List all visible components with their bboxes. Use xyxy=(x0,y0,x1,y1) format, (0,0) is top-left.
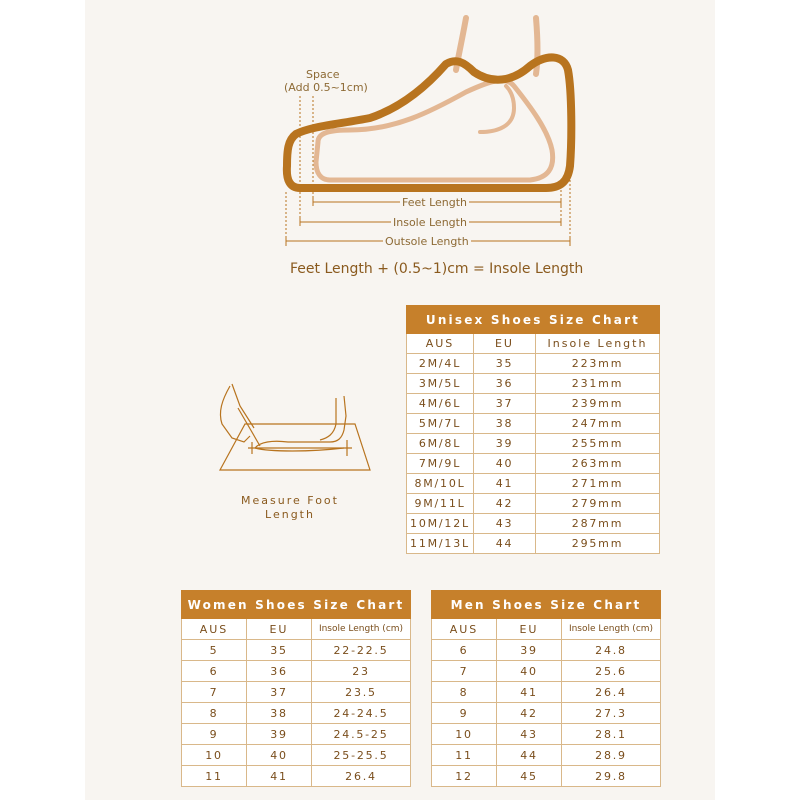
measure-caption-line1: Measure Foot xyxy=(241,494,339,507)
insole-cell: 25.6 xyxy=(562,661,661,682)
aus-cell: 9M/11L xyxy=(407,494,474,514)
insole-cell: 295mm xyxy=(536,534,660,554)
aus-cell: 7M/9L xyxy=(407,454,474,474)
insole-cell: 23 xyxy=(312,661,411,682)
aus-cell: 10 xyxy=(432,724,497,745)
aus-cell: 5M/7L xyxy=(407,414,474,434)
eu-cell: 37 xyxy=(247,682,312,703)
insole-cell: 231mm xyxy=(536,374,660,394)
insole-cell: 25-25.5 xyxy=(312,745,411,766)
aus-cell: 6M/8L xyxy=(407,434,474,454)
insole-cell: 26.4 xyxy=(312,766,411,787)
eu-cell: 36 xyxy=(247,661,312,682)
table-row xyxy=(182,745,411,766)
insole-cell: 22-22.5 xyxy=(312,640,411,661)
table-row xyxy=(182,682,411,703)
insole-cell: 23.5 xyxy=(312,682,411,703)
aus-cell: 3M/5L xyxy=(407,374,474,394)
table-row xyxy=(432,640,661,661)
eu-cell: 39 xyxy=(474,434,536,454)
aus-cell: 10M/12L xyxy=(407,514,474,534)
aus-cell: 8 xyxy=(182,703,247,724)
men-size-table xyxy=(431,590,661,787)
aus-cell: 2M/4L xyxy=(407,354,474,374)
shoe-measurement-diagram xyxy=(0,0,800,300)
eu-cell: 42 xyxy=(474,494,536,514)
table-row xyxy=(432,682,661,703)
table-row xyxy=(407,414,660,434)
measure-foot-caption xyxy=(225,494,355,522)
insole-cell: 28.1 xyxy=(562,724,661,745)
column-header: AUS xyxy=(432,619,497,640)
foot-sketch xyxy=(255,396,346,448)
table-row xyxy=(407,374,660,394)
aus-cell: 11M/13L xyxy=(407,534,474,554)
eu-cell: 44 xyxy=(474,534,536,554)
aus-cell: 11 xyxy=(182,766,247,787)
insole-formula: Feet Length + (0.5~1)cm = Insole Length xyxy=(290,261,584,277)
eu-cell: 39 xyxy=(497,640,562,661)
eu-cell: 38 xyxy=(247,703,312,724)
table-row xyxy=(407,354,660,374)
eu-cell: 39 xyxy=(247,724,312,745)
aus-cell: 10 xyxy=(182,745,247,766)
insole-cell: 24.8 xyxy=(562,640,661,661)
table-row xyxy=(182,766,411,787)
insole-cell: 263mm xyxy=(536,454,660,474)
aus-cell: 6 xyxy=(432,640,497,661)
aus-cell: 6 xyxy=(182,661,247,682)
insole-cell: 255mm xyxy=(536,434,660,454)
aus-cell: 7 xyxy=(432,661,497,682)
eu-cell: 38 xyxy=(474,414,536,434)
men-header-row xyxy=(432,619,661,640)
aus-cell: 8M/10L xyxy=(407,474,474,494)
insole-cell: 223mm xyxy=(536,354,660,374)
column-header: Insole Length (cm) xyxy=(312,619,411,640)
eu-cell: 41 xyxy=(497,682,562,703)
unisex-size-table xyxy=(406,305,660,554)
insole-cell: 239mm xyxy=(536,394,660,414)
women-size-table xyxy=(181,590,411,787)
table-row xyxy=(432,745,661,766)
aus-cell: 9 xyxy=(432,703,497,724)
insole-cell: 29.8 xyxy=(562,766,661,787)
eu-cell: 41 xyxy=(474,474,536,494)
table-row xyxy=(407,434,660,454)
table-row xyxy=(432,661,661,682)
insole-length-label: Insole Length xyxy=(393,216,467,229)
women-header-row xyxy=(182,619,411,640)
unisex-header-row xyxy=(407,334,660,354)
measure-caption-line2: Length xyxy=(265,508,315,521)
space-sub-label: (Add 0.5~1cm) xyxy=(284,81,368,94)
table-row xyxy=(432,703,661,724)
eu-cell: 35 xyxy=(247,640,312,661)
eu-cell: 40 xyxy=(247,745,312,766)
eu-cell: 43 xyxy=(474,514,536,534)
column-header: AUS xyxy=(182,619,247,640)
insole-cell: 247mm xyxy=(536,414,660,434)
insole-cell: 279mm xyxy=(536,494,660,514)
women-table-title: Women Shoes Size Chart xyxy=(182,591,411,619)
eu-cell: 40 xyxy=(497,661,562,682)
eu-cell: 45 xyxy=(497,766,562,787)
eu-cell: 37 xyxy=(474,394,536,414)
eu-cell: 41 xyxy=(247,766,312,787)
column-header: Insole Length xyxy=(536,334,660,354)
table-row xyxy=(182,661,411,682)
feet-length-label: Feet Length xyxy=(402,196,468,209)
table-row xyxy=(407,514,660,534)
eu-cell: 42 xyxy=(497,703,562,724)
table-row xyxy=(182,703,411,724)
table-row xyxy=(182,640,411,661)
aus-cell: 7 xyxy=(182,682,247,703)
insole-cell: 287mm xyxy=(536,514,660,534)
insole-cell: 26.4 xyxy=(562,682,661,703)
foot-outline xyxy=(316,80,553,180)
eu-cell: 36 xyxy=(474,374,536,394)
column-header: EU xyxy=(247,619,312,640)
aus-cell: 11 xyxy=(432,745,497,766)
table-row xyxy=(407,474,660,494)
shoe-illustration xyxy=(0,0,800,300)
insole-cell: 24-24.5 xyxy=(312,703,411,724)
table-row xyxy=(432,766,661,787)
aus-cell: 12 xyxy=(432,766,497,787)
insole-cell: 27.3 xyxy=(562,703,661,724)
eu-cell: 35 xyxy=(474,354,536,374)
column-header: AUS xyxy=(407,334,474,354)
aus-cell: 4M/6L xyxy=(407,394,474,414)
eu-cell: 40 xyxy=(474,454,536,474)
table-row xyxy=(407,454,660,474)
column-header: Insole Length (cm) xyxy=(562,619,661,640)
eu-cell: 44 xyxy=(497,745,562,766)
outsole-length-label: Outsole Length xyxy=(385,235,469,248)
ankle-curve xyxy=(480,86,514,132)
men-table-title: Men Shoes Size Chart xyxy=(432,591,661,619)
column-header: EU xyxy=(474,334,536,354)
hand-with-pencil xyxy=(220,384,254,442)
table-row xyxy=(407,494,660,514)
table-row xyxy=(407,394,660,414)
unisex-table-title: Unisex Shoes Size Chart xyxy=(407,306,660,334)
insole-cell: 24.5-25 xyxy=(312,724,411,745)
table-row xyxy=(407,534,660,554)
table-row xyxy=(432,724,661,745)
table-row xyxy=(182,724,411,745)
eu-cell: 43 xyxy=(497,724,562,745)
aus-cell: 9 xyxy=(182,724,247,745)
aus-cell: 8 xyxy=(432,682,497,703)
insole-cell: 271mm xyxy=(536,474,660,494)
aus-cell: 5 xyxy=(182,640,247,661)
insole-cell: 28.9 xyxy=(562,745,661,766)
space-label: Space xyxy=(306,68,340,81)
column-header: EU xyxy=(497,619,562,640)
